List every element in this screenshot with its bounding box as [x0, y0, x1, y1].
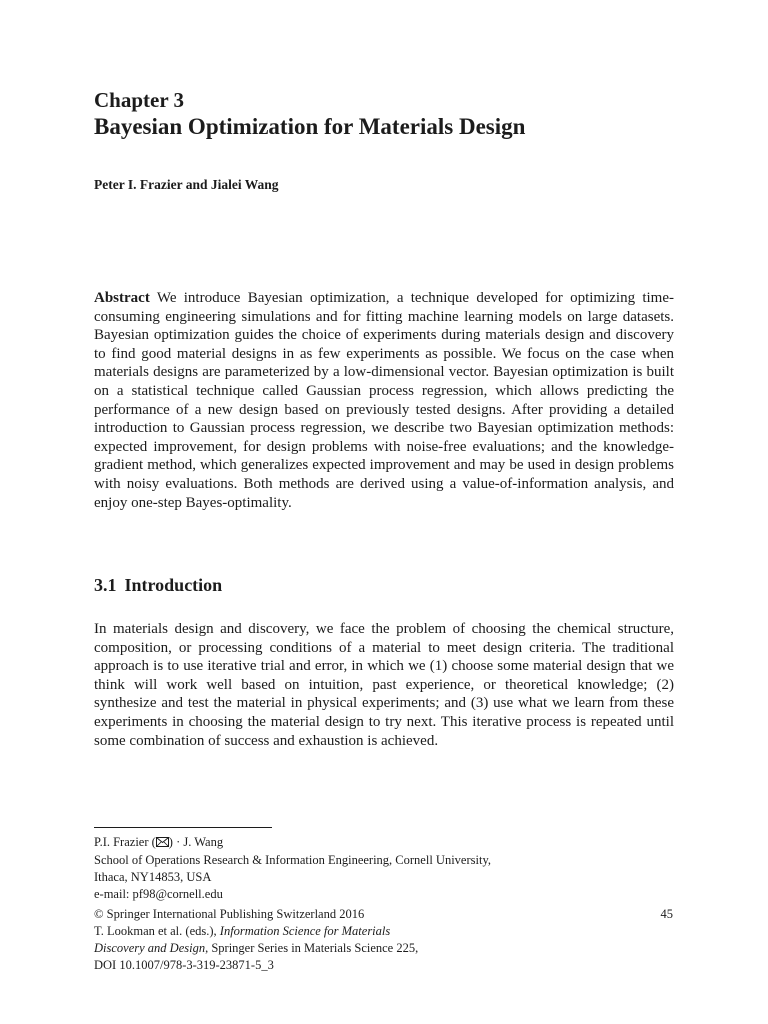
copyright-line: © Springer International Publishing Switzerland 2016: [94, 907, 365, 921]
abstract-paragraph: [94, 289, 674, 512]
page-number: 45: [660, 907, 673, 921]
citation-line-1: T. Lookman et al. (eds.), Information Science for Materials: [94, 924, 391, 938]
section-title: Introduction: [124, 575, 223, 595]
citation-line-2: Discovery and Design, Springer Series in Materials Science 225,: [94, 941, 419, 955]
institution-line: School of Operations Research & Information Engineering, Cornell University,: [94, 853, 492, 867]
address-line: Ithaca, NY14853, USA: [94, 870, 212, 884]
doi-line[interactable]: DOI 10.1007/978-3-319-23871-5_3: [94, 958, 274, 972]
section-heading: [94, 575, 222, 596]
abstract-label: Abstract: [94, 290, 150, 306]
footnote-divider: [94, 827, 272, 828]
chapter-title: Bayesian Optimization for Materials Design: [94, 114, 526, 139]
intro-paragraph: In materials design and discovery, we face the problem of choosing the chemical structure, composition, or processing conditions of a material to meet design criteria. The traditional approach is to use iterative trial and error, in which we (1) choose some material design that we think will work well based on intuition, past experience, or theoretical knowledge; (2) synthesize and test the material in physical experiments; and (3) use what we learn from these experiments in choosing the material design to try next. This iterative process is repeated until some combination of success and exhaustion is achieved.: [94, 621, 674, 749]
section-number: 3.1: [94, 575, 117, 595]
author-affiliation: [94, 834, 491, 903]
corresponding-author-line: P.I. Frazier ( ) · J. Wang: [94, 834, 491, 852]
copyright-block: [94, 906, 418, 974]
email-line[interactable]: e-mail: pf98@cornell.edu: [94, 887, 223, 901]
envelope-icon: [156, 835, 169, 852]
abstract-text: We introduce Bayesian optimization, a technique developed for optimizing time-consuming engineering simulations and for fitting machine learning models on large datasets. Bayesian optimization guides the choice of experiments during materials design and discovery to find good material designs in as few experiments as possible. We focus on the case when materials designs are parameterized by a low-dimensional vector. Bayesian optimization is built on a statistical technique called Gaussian process regression, which allows predicting the performance of a new design based on previously tested designs. After providing a detailed introduction to Gaussian process regression, we describe two Bayesian optimization methods: expected improvement, for design problems with noise-free evaluations; and the knowledge-gradient method, which generalizes expected improvement and may be used in design problems with noisy evaluations. Both methods are derived using a value-of-information analysis, and enjoy one-step Bayes-optimality.: [94, 290, 675, 511]
chapter-label: Chapter 3: [94, 88, 185, 112]
author-names: Peter I. Frazier and Jialei Wang: [94, 177, 279, 192]
